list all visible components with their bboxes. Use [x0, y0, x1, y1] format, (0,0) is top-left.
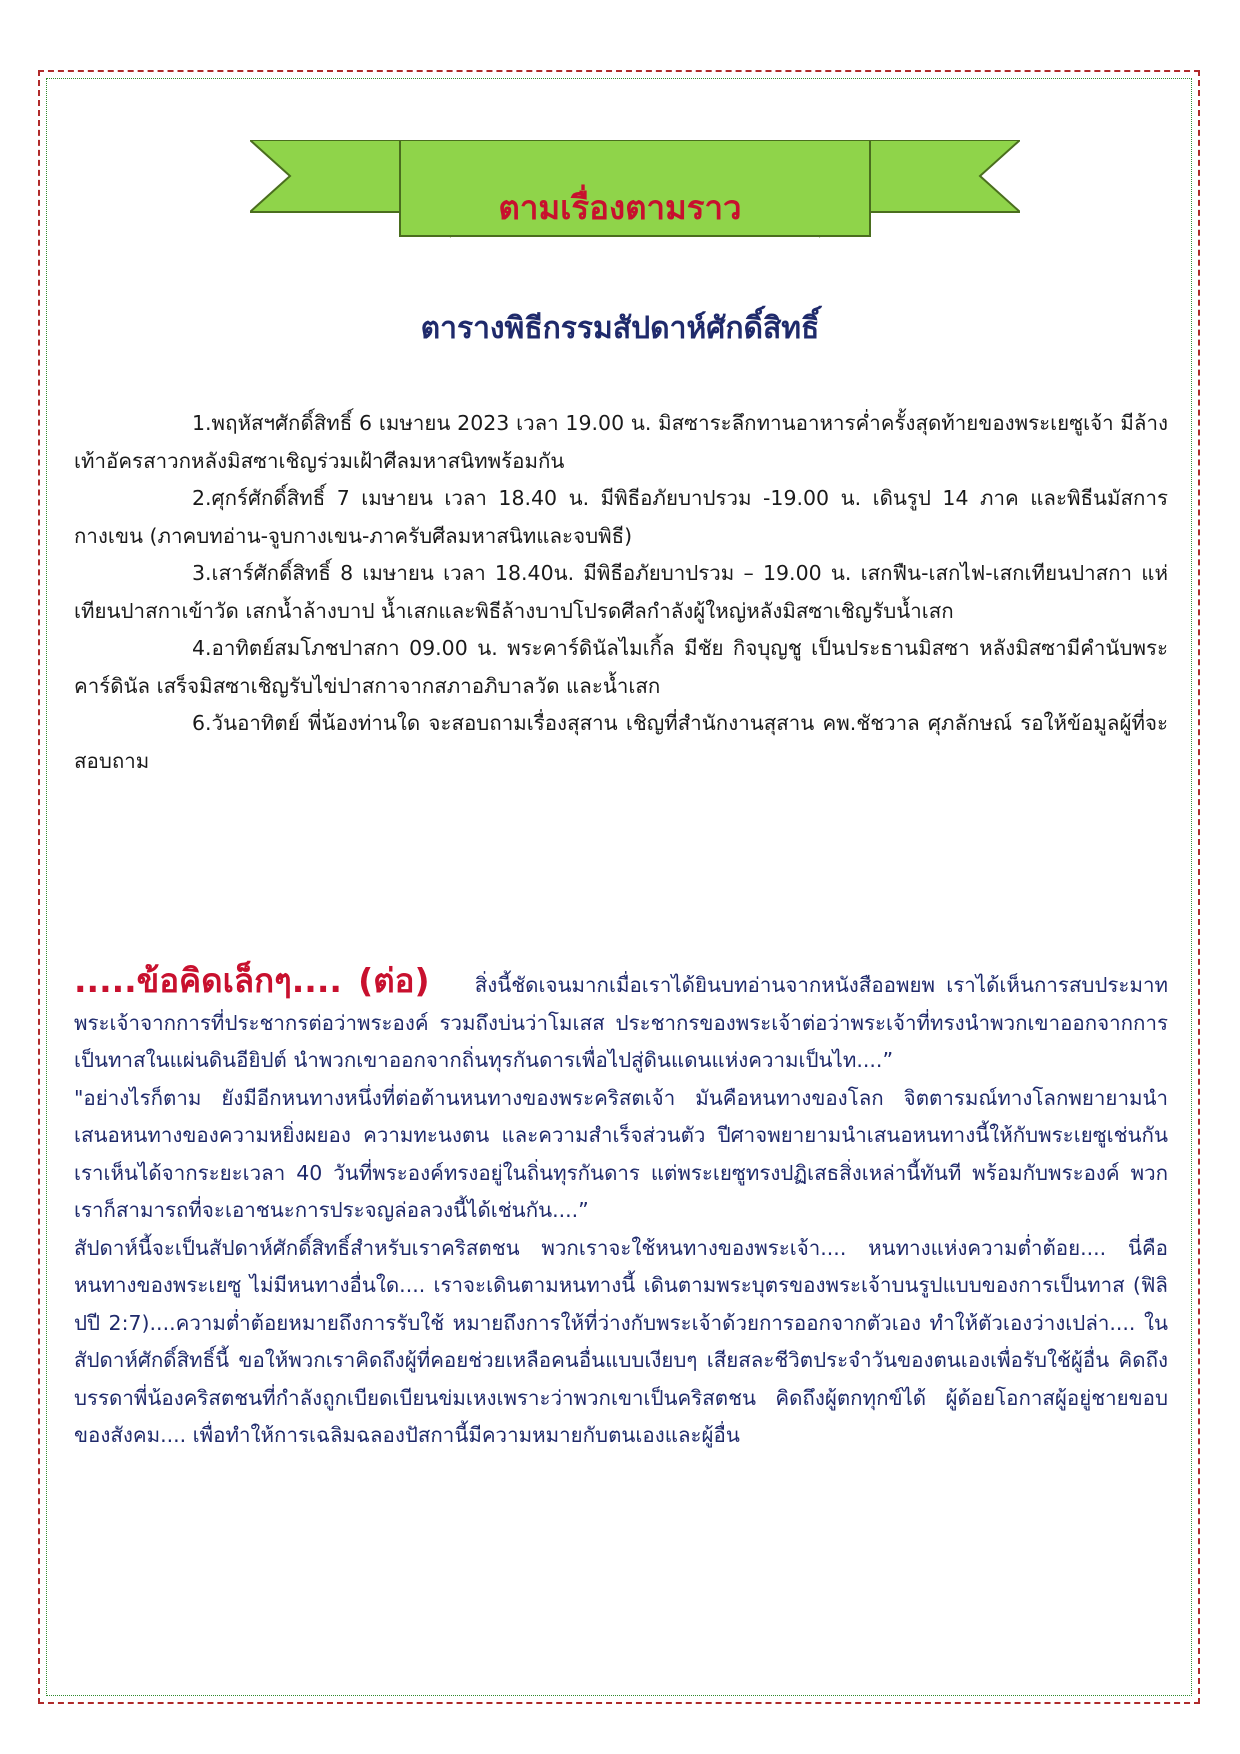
schedule-title: ตารางพิธีกรรมสัปดาห์ศักดิ์สิทธิ์	[420, 311, 820, 346]
schedule-item: 4.อาทิตย์สมโภชปาสกา 09.00 น. พระคาร์ดินัลไมเกิ้ล มีชัย กิจบุญชู เป็นประธานมิสซา หลังมิสซามีคำนับพระคาร์ดินัล เสร็จมิสซาเชิญรับไข่ปาสกาจากสภาอภิบาลวัด และน้ำเสก	[74, 636, 1168, 698]
reflection-paragraph-2: "อย่างไรก็ตาม ยังมีอีกหนทางหนึ่งที่ต่อต้านหนทางของพระคริสตเจ้า มันคือหนทางของโลก จิตตารมณ์ทางโลกพยายามนำเสนอหนทางของความหยิ่งผยอง ความทะนงตน และความสำเร็จส่วนตัว ปีศาจพยายามนำเสนอหนทางนี้ให้กับพระเยซูเช่นกัน เราเห็นได้จากระยะเวลา 40 วันที่พระองค์ทรงอยู่ในถิ่นทุรกันดาร แต่พระเยซูทรงปฏิเสธสิ่งเหล่านี้ทันที พร้อมกับพระองค์ พวกเราก็สามารถที่จะเอาชนะการประจญล่อลวงนี้ได้เช่นกัน....”	[74, 1085, 1168, 1222]
schedule-list	[74, 405, 1168, 780]
banner-title: ตามเรื่องตามราว	[498, 188, 742, 227]
reflection-paragraph-3: สัปดาห์นี้จะเป็นสัปดาห์ศักดิ์สิทธิ์สำหรับเราคริสตชน พวกเราจะใช้หนทางของพระเจ้า.... หนทางแห่งความต่ำต้อย.... นี่คือหนทางของพระเยซู ไม่มีหนทางอื่นใด.... เราจะเดินตามหนทางนี้ เดินตามพระบุตรของพระเจ้าบนรูปแบบของการเป็นทาส (ฟิลิปปี 2:7)....ความต่ำต้อยหมายถึงการรับใช้ หมายถึงการให้ที่ว่างกับพระเจ้าด้วยการออกจากตัวเอง ทำให้ตัวเองว่างเปล่า.... ในสัปดาห์ศักดิ์สิทธิ์นี้ ขอให้พวกเราคิดถึงผู้ที่คอยช่วยเหลือคนอื่นแบบเงียบๆ เสียสละชีวิตประจำวันของตนเองเพื่อรับใช้ผู้อื่น คิดถึงบรรดาพี่น้องคริสตชนที่กำลังถูกเบียดเบียนข่มเหงเพราะว่าพวกเขาเป็นคริสตชน คิดถึงผู้ตกทุกข์ได้ ผู้ด้อยโอกาสผู้อยู่ชายขอบของสังคม.... เพื่อทำให้การเฉลิมฉลองปัสกานี้มีความหมายกับตนเองและผู้อื่น	[74, 1235, 1168, 1447]
reflection-lead: สิ่งนี้ชัดเจนมากเมื่อเราได้ยินบทอ่านจากหนังสืออพยพ เราได้เห็นการสบประมาทพระเจ้าจากการที่ประชากรต่อว่าพระองค์ รวมถึงบ่นว่าโมเสส ประชากรของพระเจ้าต่อว่าพระเจ้าที่ทรงนำพวกเขาออกจากการเป็นทาสในแผ่นดินอียิปต์ นำพวกเขาออกจากถิ่นทุรกันดารเพื่อไปสู่ดินแดนแห่งความเป็นไท....”	[74, 973, 1168, 1072]
schedule-item: 6.วันอาทิตย์ พี่น้องท่านใด จะสอบถามเรื่องสุสาน เชิญที่สำนักงานสุสาน คพ.ชัชวาล ศุภลักษณ์ รอให้ข้อมูลผู้ที่จะสอบถาม	[74, 711, 1168, 773]
reflection-section	[74, 962, 1168, 1455]
schedule-item: 2.ศุกร์ศักดิ์สิทธิ์ 7 เมษายน เวลา 18.40 น. มีพิธีอภัยบาปรวม -19.00 น. เดินรูป 14 ภาค และพิธีนมัสการกางเขน (ภาคบทอ่าน-จูบกางเขน-ภาครับศีลมหาสนิทและจบพิธี)	[74, 486, 1168, 548]
schedule-item: 1.พฤหัสฯศักดิ์สิทธิ์ 6 เมษายน 2023 เวลา 19.00 น. มิสซาระลึกทานอาหารค่ำครั้งสุดท้ายของพระเยซูเจ้า มีล้างเท้าอัครสาวกหลังมิสซาเชิญร่วมเฝ้าศีลมหาสนิทพร้อมกัน	[74, 411, 1168, 473]
reflection-paragraph-1	[74, 962, 1168, 1080]
reflection-heading: .....ข้อคิดเล็กๆ.... (ต่อ)	[74, 961, 430, 1000]
schedule-item: 3.เสาร์ศักดิ์สิทธิ์ 8 เมษายน เวลา 18.40น. มีพิธีอภัยบาปรวม – 19.00 น. เสกฟืน-เสกไฟ-เสกเทียนปาสกา แห่เทียนปาสกาเข้าวัด เสกน้ำล้างบาป น้ำเสกและพิธีล้างบาปโปรดศีลกำลังผู้ใหญ่หลังมิสซาเชิญรับน้ำเสก	[74, 561, 1168, 623]
